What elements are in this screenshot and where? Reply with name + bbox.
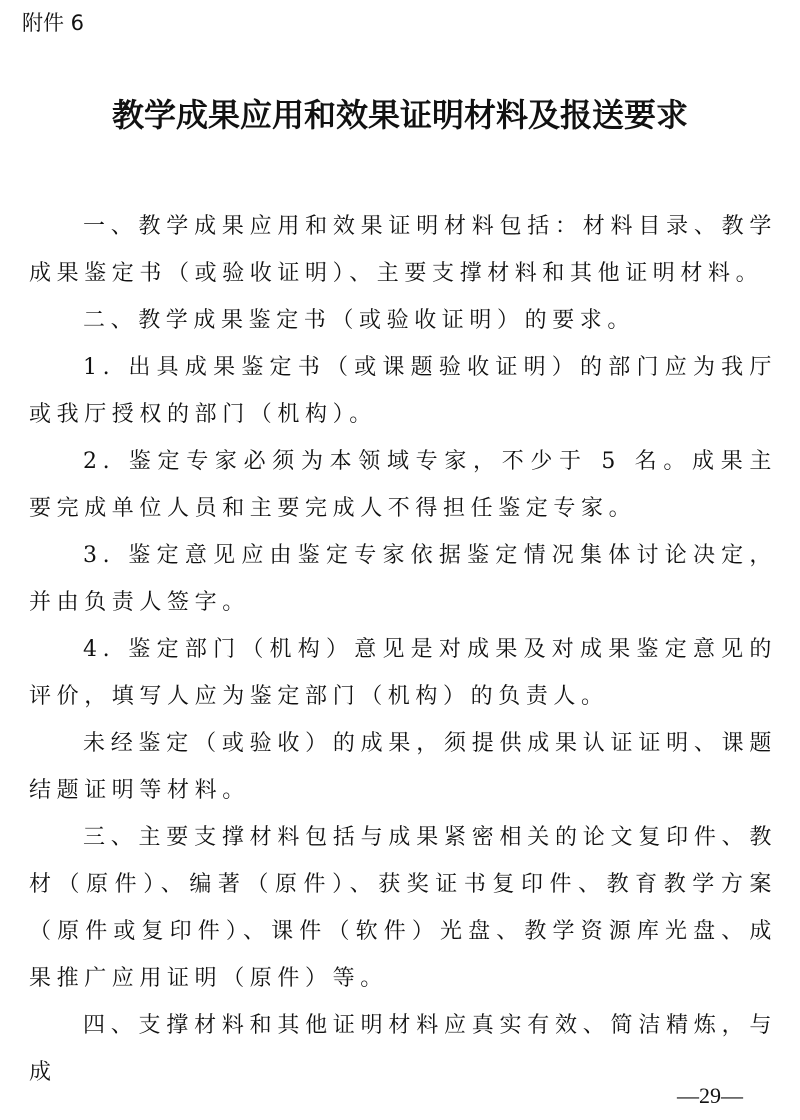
document-body <box>29 203 777 1096</box>
paragraph-4: 2. 鉴定专家必须为本领域专家，不少于 5 名。成果主要完成单位人员和主要完成人不得担任鉴定专家。 <box>29 449 777 521</box>
document-title: 教学成果应用和效果证明材料及报送要求 <box>111 96 688 134</box>
paragraph-9: 四、支撑材料和其他证明材料应真实有效、简洁精炼，与成 <box>29 1013 777 1085</box>
paragraph-1: 一、教学成果应用和效果证明材料包括：材料目录、教学成果鉴定书（或验收证明）、主要支撑材料和其他证明材料。 <box>29 214 777 286</box>
paragraph-2: 二、教学成果鉴定书（或验收证明）的要求。 <box>83 308 636 333</box>
attachment-label: 附件 6 <box>22 11 85 35</box>
page-number: —29— <box>677 1083 743 1108</box>
paragraph-3: 1. 出具成果鉴定书（或课题验收证明）的部门应为我厅或我厅授权的部门（机构）。 <box>29 355 777 427</box>
paragraph-5: 3. 鉴定意见应由鉴定专家依据鉴定情况集体讨论决定，并由负责人签字。 <box>29 543 777 615</box>
paragraph-6: 4. 鉴定部门（机构）意见是对成果及对成果鉴定意见的评价，填写人应为鉴定部门（机构）的负责人。 <box>29 637 777 709</box>
paragraph-8: 三、主要支撑材料包括与成果紧密相关的论文复印件、教材（原件）、编著（原件）、获奖证书复印件、教育教学方案（原件或复印件）、课件（软件）光盘、教学资源库光盘、成果推广应用证明（原件）等。 <box>29 825 777 991</box>
paragraph-7: 未经鉴定（或验收）的成果，须提供成果认证证明、课题结题证明等材料。 <box>29 731 777 803</box>
